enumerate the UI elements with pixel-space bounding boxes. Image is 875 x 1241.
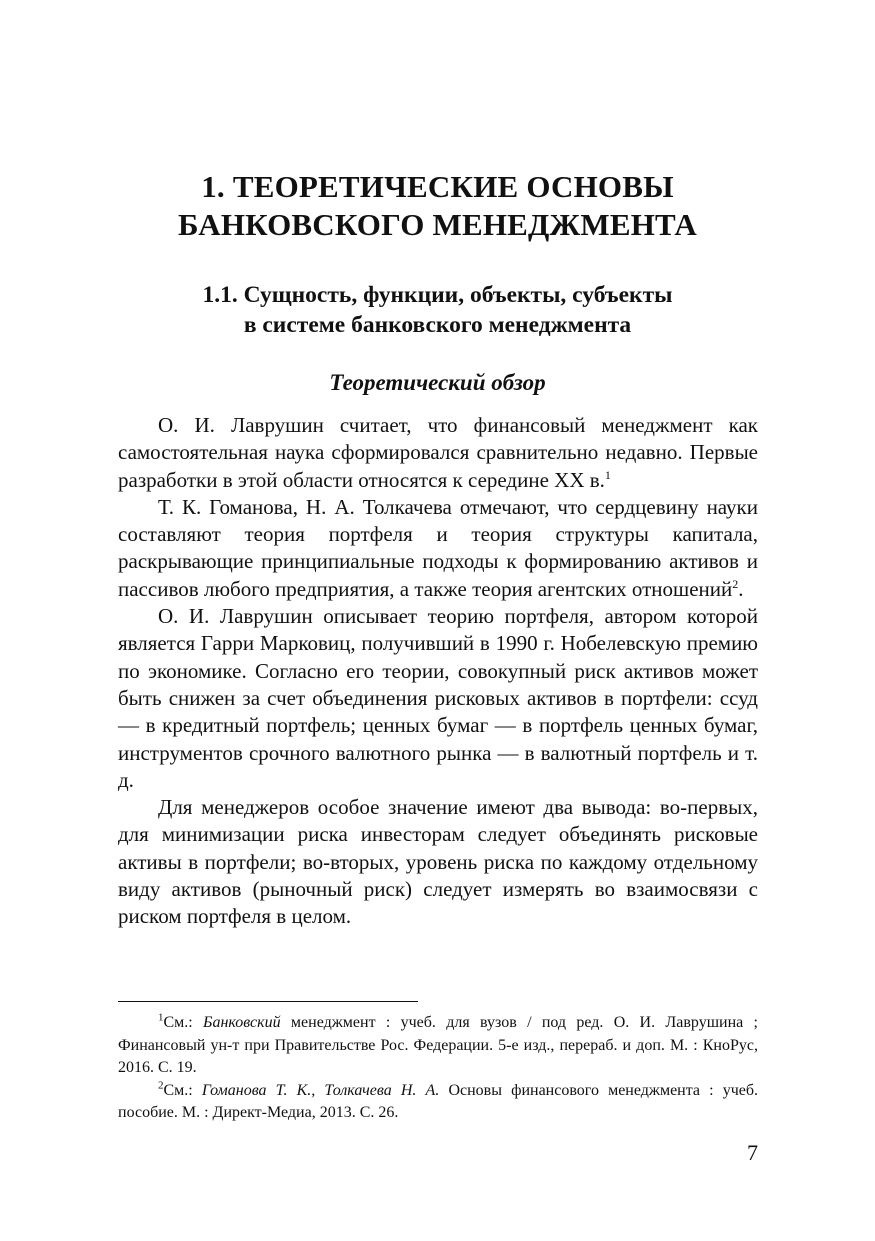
chapter-title-line-2: БАНКОВСКОГО МЕНЕДЖМЕНТА bbox=[178, 207, 697, 242]
paragraph bbox=[118, 794, 758, 930]
paragraph bbox=[118, 603, 758, 794]
section-title bbox=[80, 280, 795, 340]
chapter-title-line-1: 1. ТЕОРЕТИЧЕСКИЕ ОСНОВЫ bbox=[201, 169, 674, 204]
footnote-italic: Гоманова Т. К., Толкачева Н. А. bbox=[201, 1081, 440, 1099]
footnote-prefix: См.: bbox=[163, 1081, 202, 1099]
paragraph bbox=[118, 494, 758, 603]
section-title-line-2: в системе банковского менеджмента bbox=[243, 312, 632, 338]
subsection-title: Теоретический обзор bbox=[329, 370, 546, 395]
section-title-line-1: 1.1. Сущность, функции, объекты, субъекты bbox=[202, 282, 673, 308]
footnote-mark: 2 bbox=[158, 1079, 164, 1092]
chapter-title bbox=[60, 168, 815, 244]
page-number: 7 bbox=[747, 1140, 758, 1165]
footnote bbox=[118, 1080, 758, 1125]
paragraph-text: О. И. Лаврушин описывает теорию портфеля, автором которой является Гарри Марковиц, получивший в 1990 г. Нобелевскую премию по экономике. Согласно его теории, совокупный риск активов может быть снижен за счет объединения рисковых активов в портфели: ссуд — в кредитный портфель; ценных бумаг — в портфель ценных бумаг, инструментов срочного валютного рынка — в валютный портфель и т. д. bbox=[118, 604, 758, 792]
footnote-italic: Банковский bbox=[203, 1014, 281, 1031]
paragraph-text: Т. К. Гоманова, Н. А. Толкачева отмечают, что сердцевину науки составляют теория портфеля и теория структуры капитала, раскрывающие принципиальные подходы к формированию активов и пассивов любого предприятия, а также теория агентских отношений bbox=[118, 494, 758, 601]
footnote-text: Основы финансового менеджмента : учеб. пособие. М. : Директ-Медиа, 2013. С. 26. bbox=[118, 1081, 759, 1121]
paragraph-text: О. И. Лаврушин считает, что финансовый менеджмент как самостоятельная наука сформировался сравнительно недавно. Первые разработки в этой области относятся к середине XX в. bbox=[118, 413, 758, 492]
paragraph-text: Для менеджеров особое значение имеют два вывода: во-первых, для минимизации риска инвесторам следует объединять рисковые активы в портфели; во-вторых, уровень риска по каждому отдельному виду активов (рыночный риск) следует измерять во взаимосвязи с риском портфеля в целом. bbox=[118, 795, 758, 929]
paragraph bbox=[118, 412, 758, 494]
footnote-mark: 1 bbox=[158, 1011, 164, 1024]
footnotes bbox=[118, 1012, 758, 1125]
footnote-ref[interactable]: 2 bbox=[732, 576, 739, 591]
footnote bbox=[118, 1012, 758, 1080]
footnote-ref[interactable]: 1 bbox=[604, 467, 611, 482]
paragraph-tail: . bbox=[738, 576, 744, 601]
footnote-text: менеджмент : учеб. для вузов / под ред. О. И. Лаврушина ; Финансовый ун-т при Правительстве Рос. Федерации. 5-е изд., перераб. и доп. М. : КноРус, 2016. С. 19. bbox=[118, 1014, 758, 1076]
body-text bbox=[118, 412, 758, 931]
footnote-divider bbox=[118, 1001, 418, 1002]
footnote-prefix: См.: bbox=[163, 1014, 204, 1031]
